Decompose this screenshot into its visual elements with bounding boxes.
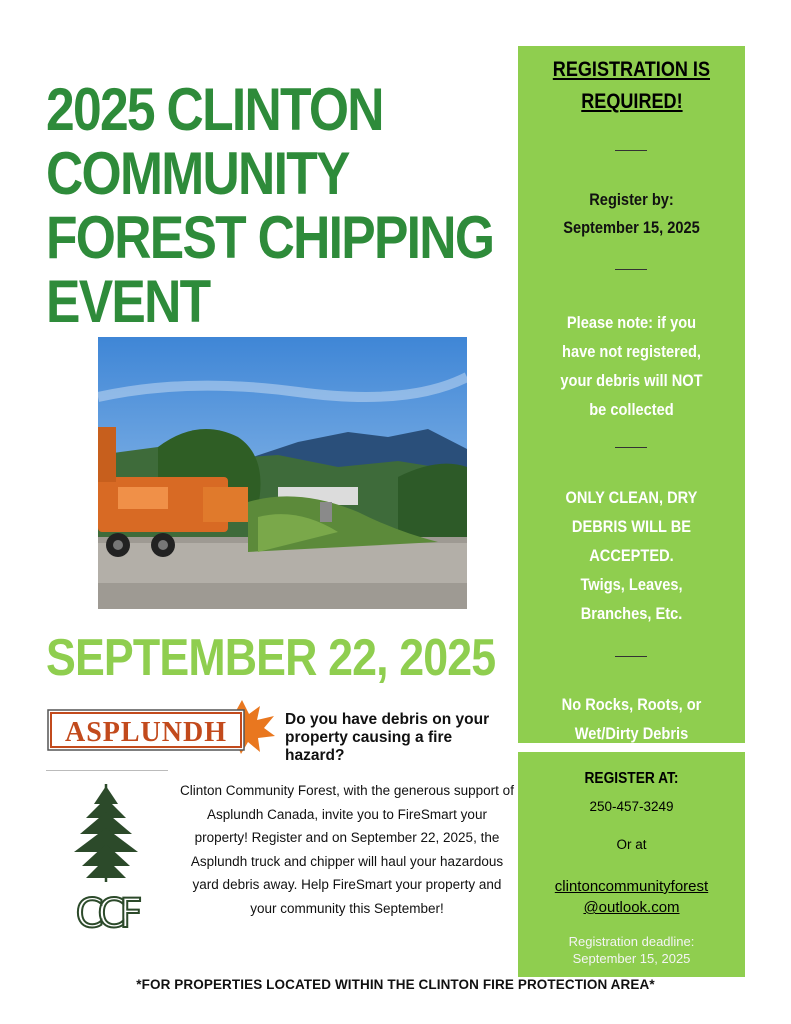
divider-1	[615, 150, 647, 151]
note-line-2: have not registered,	[562, 342, 701, 361]
register-at-heading	[518, 770, 745, 788]
event-title	[46, 76, 494, 335]
email-line-2[interactable]: @outlook.com	[583, 899, 680, 916]
unregistered-note	[518, 308, 745, 424]
rejected-debris-note	[518, 690, 745, 748]
logo-divider	[46, 770, 168, 771]
asplundh-logo	[46, 696, 278, 756]
registration-deadline	[518, 933, 745, 967]
register-at-label: REGISTER AT:	[584, 770, 679, 787]
ccf-logo-text: CCF	[75, 891, 137, 934]
hazard-question: Do you have debris on your property causing a fire hazard?	[285, 711, 490, 764]
rocks-line-1: No Rocks, Roots, or	[561, 695, 702, 714]
asplundh-logo-text: ASPLUNDH	[64, 717, 228, 748]
clean-line-5: Branches, Etc.	[580, 604, 683, 623]
clean-line-2: DEBRIS WILL BE	[571, 517, 692, 536]
note-line-1: Please note: if you	[566, 313, 697, 332]
contact-panel	[518, 752, 745, 977]
divider-4	[615, 656, 647, 657]
note-line-3: your debris will NOT	[560, 371, 703, 390]
registration-line-1: REGISTRATION IS	[552, 58, 711, 81]
email-line-1[interactable]: clintoncommunityforest	[554, 878, 709, 895]
chipper-truck-photo	[98, 337, 467, 609]
ccf-logo	[66, 782, 146, 934]
divider-2	[615, 269, 647, 270]
title-line-2: COMMUNITY	[46, 140, 349, 207]
deadline-line-1: Registration deadline:	[568, 934, 695, 949]
title-line-4: EVENT	[46, 268, 210, 335]
note-line-4: be collected	[589, 400, 674, 419]
deadline-line-2: September 15, 2025	[572, 951, 691, 966]
registration-line-2: REQUIRED!	[580, 90, 683, 113]
title-line-1: 2025 CLINTON	[46, 76, 383, 143]
title-line-3: FOREST CHIPPING	[46, 204, 494, 271]
registration-required	[518, 54, 745, 118]
email-link[interactable]	[518, 876, 745, 918]
phone-number[interactable]: 250-457-3249	[589, 799, 674, 814]
intro-paragraph: Clinton Community Forest, with the generous support of Asplundh Canada, invite you to FireSmart your property! Register and on September 22, 2025, the Asplundh truck and chipper will haul your hazardous yard debris away. Help FireSmart your property and your community this September!	[180, 783, 514, 916]
rocks-line-2: Wet/Dirty Debris	[574, 724, 689, 743]
register-by-block	[518, 186, 745, 242]
or-at-label: Or at	[616, 837, 647, 852]
register-by-date: September 15, 2025	[563, 218, 700, 237]
clean-line-1: ONLY CLEAN, DRY	[565, 488, 698, 507]
divider-3	[615, 447, 647, 448]
clean-line-4: Twigs, Leaves,	[580, 575, 683, 594]
event-date: SEPTEMBER 22, 2025	[46, 629, 496, 687]
register-by-label: Register by:	[589, 190, 674, 209]
fire-protection-footnote: *FOR PROPERTIES LOCATED WITHIN THE CLINTON FIRE PROTECTION AREA*	[136, 977, 655, 992]
clean-line-3: ACCEPTED.	[589, 546, 674, 565]
pine-tree-icon	[74, 784, 138, 882]
accepted-debris-note	[518, 483, 745, 628]
registration-panel	[518, 46, 745, 743]
